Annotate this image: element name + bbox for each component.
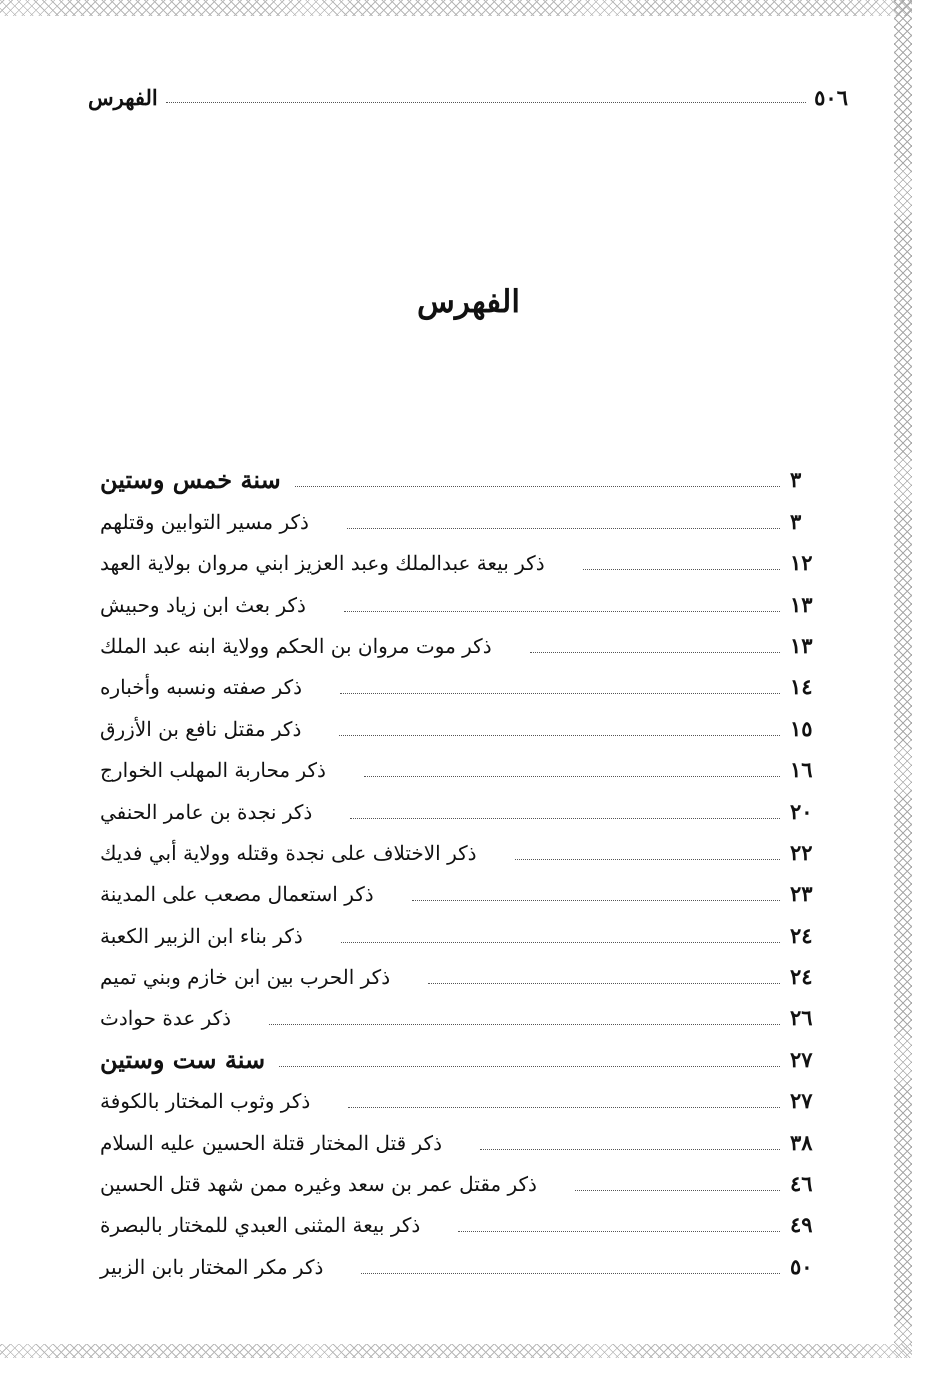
ornamental-border-right: [894, 0, 912, 1358]
toc-page-number: ٣٨: [790, 1129, 813, 1155]
toc-entry-title: ذكر وثوب المختار بالكوفة: [100, 1089, 311, 1114]
header-running-title: الفهرس: [88, 85, 158, 110]
toc-leader-dots: [350, 818, 780, 819]
toc-entry-title: ذكر بيعة عبدالملك وعبد العزيز ابني مروان بولاية العهد: [100, 551, 545, 576]
toc-entry: [100, 620, 830, 661]
toc-leader-dots: [341, 942, 780, 943]
toc-entry-title: ذكر استعمال مصعب على المدينة: [100, 882, 374, 907]
toc-year-heading: [100, 1033, 830, 1074]
toc-page-number: ٤٦: [790, 1171, 813, 1197]
toc-leader-dots: [458, 1231, 780, 1232]
toc-leader-dots: [361, 1273, 780, 1274]
toc-entry: [100, 702, 830, 743]
toc-entry-title: سنة ست وستين: [100, 1044, 266, 1074]
page-title: الفهرس: [417, 284, 520, 320]
toc-page-number: ٢٦: [790, 1005, 813, 1031]
toc-entry-title: سنة خمس وستين: [100, 465, 281, 495]
toc-page-number: ٢٢: [790, 839, 813, 865]
toc-entry-title: ذكر موت مروان بن الحكم وولاية ابنه عبد الملك: [100, 633, 492, 658]
toc-entry: [100, 1199, 830, 1240]
toc-entry-title: ذكر مقتل نافع بن الأزرق: [100, 716, 302, 741]
ornamental-border-bottom: [0, 1344, 912, 1358]
toc-page-number: ٢٤: [790, 964, 813, 990]
toc-entry: [100, 537, 830, 578]
toc-entry: [100, 992, 830, 1033]
toc-entry-title: ذكر بناء ابن الزبير الكعبة: [100, 923, 303, 948]
toc-page-number: ٢٧: [790, 1046, 813, 1072]
header-page-number: ٥٠٦: [814, 85, 848, 110]
toc-year-heading: [100, 454, 830, 495]
toc-entry-title: ذكر عدة حوادث: [100, 1006, 232, 1031]
toc-leader-dots: [340, 693, 780, 694]
toc-page-number: ٢٤: [790, 922, 813, 948]
toc-page-number: ٢٠: [790, 798, 813, 824]
toc-page-number: ١٤: [790, 674, 813, 700]
toc-entry: [100, 495, 830, 536]
toc-page-number: ٥٠: [790, 1253, 813, 1279]
toc-leader-dots: [583, 569, 780, 570]
toc-entry-title: ذكر مكر المختار بابن الزبير: [100, 1254, 324, 1279]
toc-entry-title: ذكر بيعة المثنى العبدي للمختار بالبصرة: [100, 1213, 421, 1238]
toc-leader-dots: [428, 983, 780, 984]
toc-leader-dots: [412, 900, 780, 901]
toc-entry: [100, 744, 830, 785]
toc-entry: [100, 1240, 830, 1281]
toc-entry: [100, 785, 830, 826]
toc-leader-dots: [530, 652, 780, 653]
toc-page-number: ٤٩: [790, 1212, 813, 1238]
toc-page-number: ٢٣: [790, 881, 813, 907]
toc-entry: [100, 1158, 830, 1199]
toc-leader-dots: [347, 528, 780, 529]
toc-leader-dots: [295, 486, 780, 487]
toc-page-number: ٣: [790, 508, 802, 534]
toc-entry-title: ذكر صفته ونسبه وأخباره: [100, 675, 303, 700]
toc-leader-dots: [364, 776, 780, 777]
toc-entry-title: ذكر الاختلاف على نجدة وقتله وولاية أبي فديك: [100, 840, 477, 865]
toc-entry: [100, 1116, 830, 1157]
toc-entry-title: ذكر مقتل عمر بن سعد وغيره ممن شهد قتل الحسين: [100, 1172, 537, 1197]
toc-leader-dots: [575, 1190, 780, 1191]
toc-page-number: ١٦: [790, 757, 813, 783]
toc-entry-title: ذكر محاربة المهلب الخوارج: [100, 758, 326, 783]
ornamental-border-top: [0, 0, 912, 16]
toc-entry: [100, 661, 830, 702]
toc-entry: [100, 909, 830, 950]
toc-entry: [100, 868, 830, 909]
toc-page-number: ١٣: [790, 591, 813, 617]
toc-entry: [100, 951, 830, 992]
toc-entry: [100, 1075, 830, 1116]
toc-leader-dots: [344, 611, 780, 612]
running-header: [88, 80, 848, 110]
header-leader-dots: [166, 102, 806, 103]
toc-page-number: ١٢: [790, 550, 813, 576]
toc-leader-dots: [348, 1107, 780, 1108]
toc-leader-dots: [480, 1149, 780, 1150]
toc-page-number: ٣: [790, 467, 802, 493]
toc-leader-dots: [279, 1066, 780, 1067]
toc-page-number: ٢٧: [790, 1088, 813, 1114]
toc-entry: [100, 578, 830, 619]
toc-entry-title: ذكر نجدة بن عامر الحنفي: [100, 799, 313, 824]
toc-leader-dots: [515, 859, 780, 860]
toc-entry-title: ذكر قتل المختار قتلة الحسين عليه السلام: [100, 1130, 442, 1155]
toc-page-number: ١٣: [790, 632, 813, 658]
toc-entry-title: ذكر بعث ابن زياد وحبيش: [100, 592, 306, 617]
toc-page-number: ١٥: [790, 715, 813, 741]
table-of-contents: [100, 454, 830, 1282]
toc-entry-title: ذكر الحرب بين ابن خازم وبني تميم: [100, 965, 391, 990]
toc-leader-dots: [339, 735, 780, 736]
toc-leader-dots: [269, 1024, 780, 1025]
toc-entry-title: ذكر مسير التوابين وقتلهم: [100, 509, 309, 534]
toc-entry: [100, 827, 830, 868]
